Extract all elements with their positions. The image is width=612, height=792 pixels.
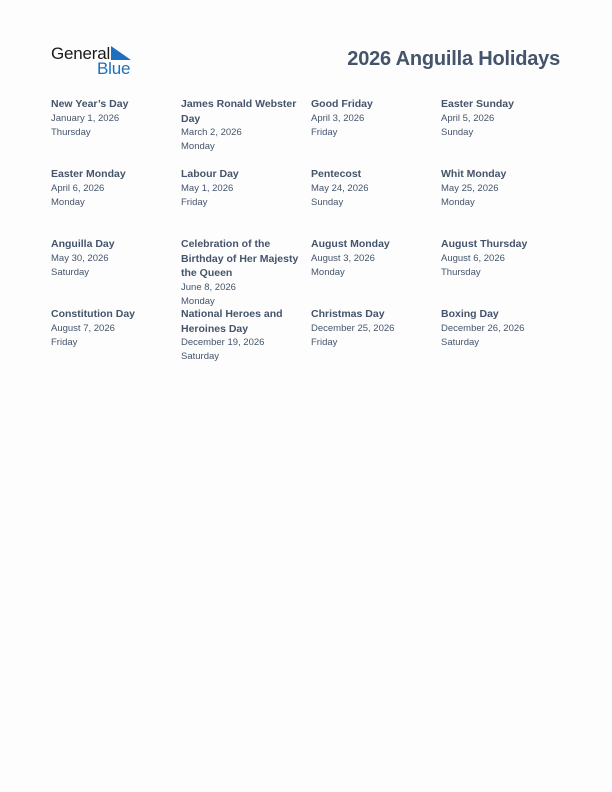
holiday-weekday: Saturday <box>181 351 220 362</box>
holiday-item <box>311 237 433 280</box>
holiday-item <box>311 97 433 140</box>
holiday-name: Anguilla Day <box>51 238 115 250</box>
holiday-weekday: Monday <box>181 295 215 307</box>
holiday-item <box>441 97 563 140</box>
holiday-name: Pentecost <box>311 168 362 180</box>
logo-word-general: General <box>51 44 111 63</box>
holiday-item <box>441 237 563 280</box>
holiday-date: December 26, 2026 <box>441 322 525 334</box>
generalblue-logo <box>51 44 141 78</box>
holiday-name: Good Friday <box>311 98 373 110</box>
holiday-weekday: Monday <box>181 141 215 152</box>
holiday-date: April 6, 2026 <box>51 182 105 194</box>
holiday-weekday: Monday <box>51 196 85 208</box>
holiday-item <box>311 167 433 210</box>
holiday-name: National Heroes and Heroines Day <box>181 308 283 335</box>
holiday-item <box>51 237 173 280</box>
holiday-name: August Thursday <box>441 238 528 250</box>
holiday-date: May 1, 2026 <box>181 182 234 194</box>
holiday-date: April 5, 2026 <box>441 112 495 124</box>
page-title: 2026 Anguilla Holidays <box>347 48 560 70</box>
holiday-date: June 8, 2026 <box>181 281 236 293</box>
holiday-date: April 3, 2026 <box>311 112 365 124</box>
holiday-weekday: Monday <box>311 266 345 278</box>
holiday-name: Boxing Day <box>441 308 499 320</box>
holiday-weekday: Sunday <box>311 196 344 208</box>
holiday-weekday: Saturday <box>441 336 480 348</box>
holiday-weekday: Thursday <box>441 266 481 278</box>
holiday-weekday: Friday <box>51 336 78 348</box>
holiday-item <box>311 307 433 350</box>
holiday-weekday: Friday <box>311 336 338 348</box>
holiday-name: Whit Monday <box>441 168 507 180</box>
holiday-date: May 24, 2026 <box>311 182 369 194</box>
holiday-name: New Year’s Day <box>51 98 129 110</box>
holiday-item <box>51 167 173 210</box>
holiday-item <box>441 167 563 210</box>
holiday-item <box>441 307 563 350</box>
holiday-item <box>181 167 303 210</box>
holiday-name: Constitution Day <box>51 308 135 320</box>
holiday-date: May 25, 2026 <box>441 182 499 194</box>
holiday-date: March 2, 2026 <box>181 127 242 138</box>
logo-word-blue: Blue <box>97 59 131 78</box>
holiday-date: December 25, 2026 <box>311 322 395 334</box>
holiday-item <box>181 307 303 364</box>
holiday-name: Easter Sunday <box>441 98 514 110</box>
holiday-date: May 30, 2026 <box>51 252 109 264</box>
holiday-date: December 19, 2026 <box>181 337 265 348</box>
holiday-name: Easter Monday <box>51 168 126 180</box>
holiday-date: August 7, 2026 <box>51 322 115 334</box>
holiday-date: August 6, 2026 <box>441 252 505 264</box>
holiday-name: Labour Day <box>181 168 239 180</box>
holiday-weekday: Friday <box>181 196 208 208</box>
holiday-date: January 1, 2026 <box>51 112 120 124</box>
holiday-item <box>181 237 303 309</box>
holiday-weekday: Sunday <box>441 126 474 138</box>
holiday-weekday: Thursday <box>51 126 91 138</box>
holiday-name: Celebration of the Birthday of Her Majesty the Queen <box>181 238 299 279</box>
holiday-name: James Ronald Webster Day <box>181 98 297 125</box>
holiday-name: Christmas Day <box>311 308 385 320</box>
holiday-weekday: Monday <box>441 196 475 208</box>
holiday-weekday: Friday <box>311 126 338 138</box>
holiday-item <box>51 97 173 140</box>
holiday-name: August Monday <box>311 238 390 250</box>
holiday-item <box>51 307 173 350</box>
holiday-item <box>181 97 303 154</box>
logo-triangle-icon <box>111 46 131 60</box>
holiday-weekday: Saturday <box>51 266 90 278</box>
holiday-date: August 3, 2026 <box>311 252 375 264</box>
